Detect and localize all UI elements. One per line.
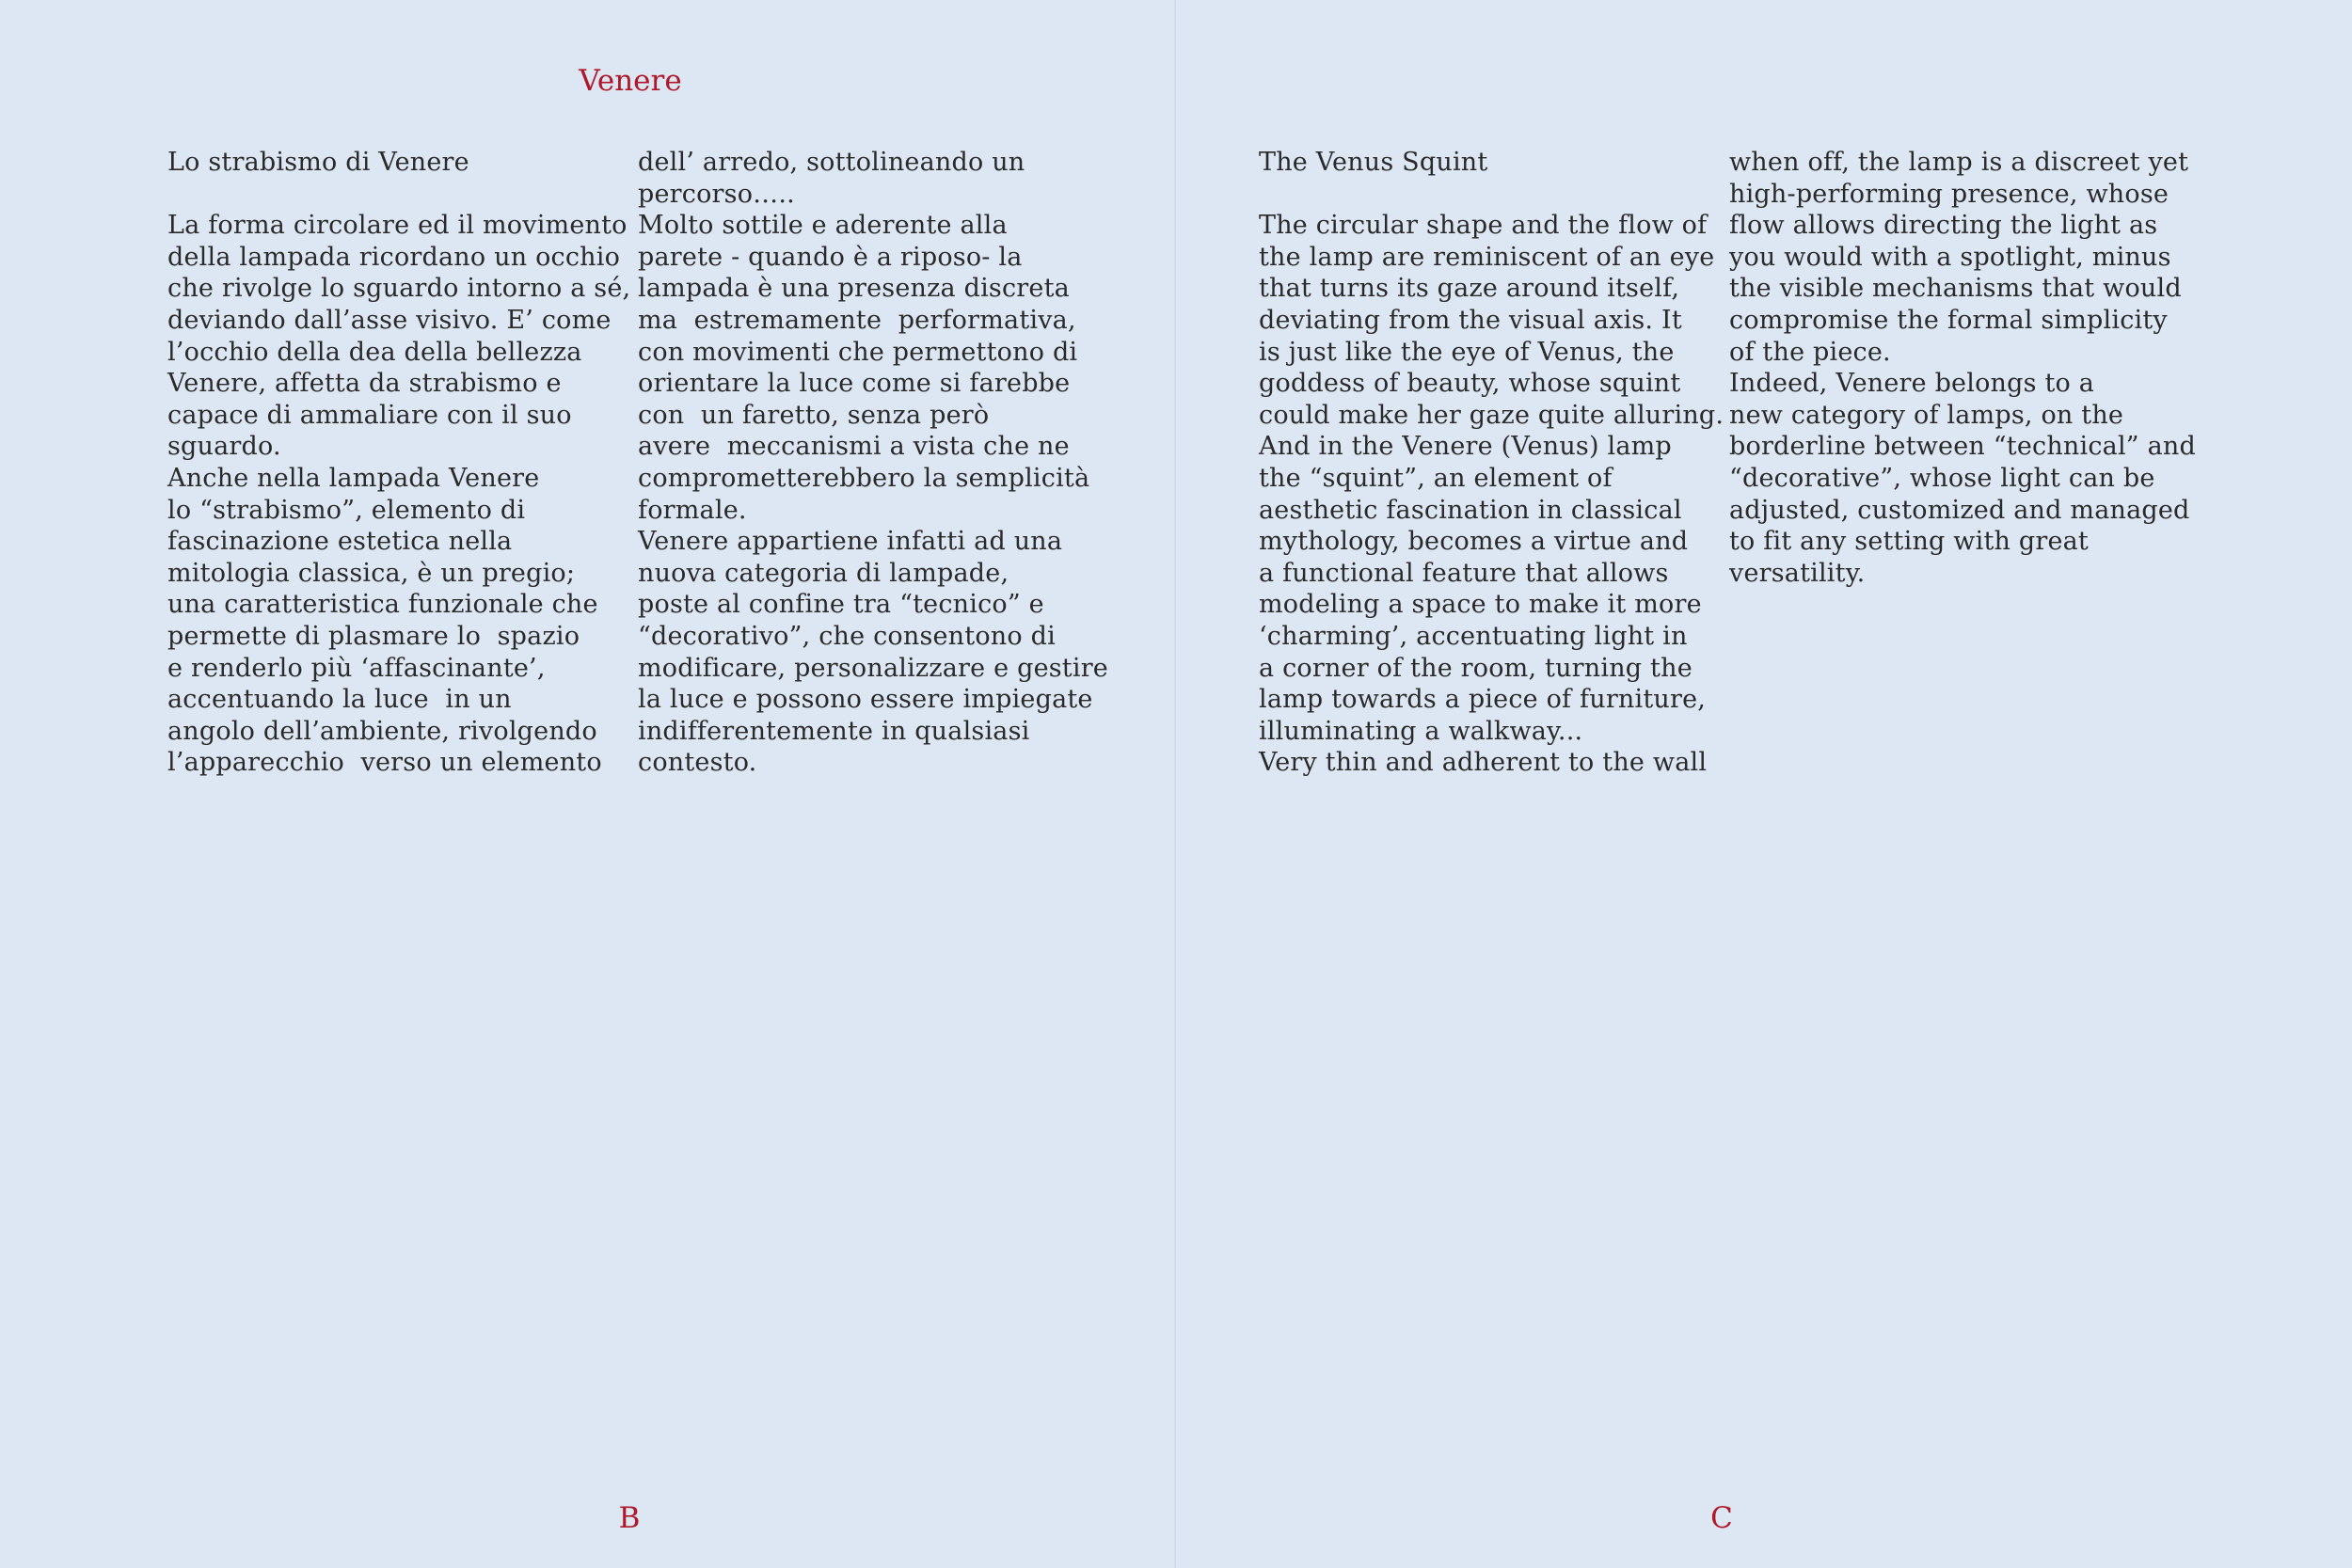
- text-line: Anche nella lampada Venere: [167, 463, 540, 493]
- text-line: goddess of beauty, whose squint: [1259, 369, 1681, 399]
- text-line: ma estremamente performativa,: [638, 305, 1076, 335]
- text-line: the lamp are reminiscent of an eye: [1259, 242, 1715, 272]
- text-line: of the piece.: [1729, 337, 1891, 367]
- text-line: the “squint”, an element of: [1259, 463, 1613, 493]
- text-line: la luce e possono essere impiegate: [638, 685, 1093, 715]
- text-line: deviating from the visual axis. It: [1259, 305, 1682, 335]
- text-line: La forma circolare ed il movimento: [167, 211, 628, 241]
- text-line: high-performing presence, whose: [1729, 179, 2169, 209]
- text-line: accentuando la luce in un: [167, 685, 512, 715]
- text-line: che rivolge lo sguardo intorno a sé,: [167, 274, 631, 304]
- text-line: dell’ arredo, sottolineando un: [638, 148, 1025, 177]
- text-line: when off, the lamp is a discreet yet: [1729, 148, 2189, 177]
- text-line: lo “strabismo”, elemento di: [167, 495, 526, 525]
- text-line: orientare la luce come si farebbe: [638, 369, 1071, 399]
- text-line: “decorative”, whose light can be: [1729, 463, 2155, 493]
- italian-column-2: [638, 147, 1108, 779]
- text-line: capace di ammaliare con il suo: [167, 400, 572, 430]
- text-line: permette di plasmare lo spazio: [167, 621, 580, 651]
- text-line: “decorativo”, che consentono di: [638, 621, 1056, 651]
- text-line: percorso…..: [638, 179, 795, 209]
- text-line: Very thin and adherent to the wall: [1259, 748, 1708, 778]
- italian-column-1: [167, 147, 631, 779]
- text-line: Venere appartiene infatti ad una: [638, 527, 1063, 557]
- text-line: flow allows directing the light as: [1729, 211, 2158, 241]
- text-line: illuminating a walkway...: [1259, 716, 1583, 746]
- text-line: adjusted, customized and managed: [1729, 495, 2190, 525]
- text-line: could make her gaze quite alluring.: [1259, 400, 1724, 430]
- text-line: l’apparecchio verso un elemento: [167, 748, 602, 778]
- text-line: Indeed, Venere belongs to a: [1729, 369, 2095, 399]
- text-line: borderline between “technical” and: [1729, 432, 2196, 462]
- text-line: avere meccanismi a vista che ne: [638, 432, 1070, 462]
- text-line: ‘charming’, accentuating light in: [1259, 621, 1688, 651]
- text-line: contesto.: [638, 748, 757, 778]
- text-line: mythology, becomes a virtue and: [1259, 527, 1689, 557]
- text-line: The Venus Squint: [1259, 148, 1488, 177]
- english-column-1: [1259, 147, 1724, 779]
- running-title: Venere: [579, 64, 682, 98]
- page-gutter: [1174, 0, 1176, 1568]
- text-line: The circular shape and the flow of: [1259, 211, 1708, 241]
- text-line: a functional feature that allows: [1259, 558, 1669, 588]
- text-line: con movimenti che permettono di: [638, 337, 1078, 367]
- text-line: you would with a spotlight, minus: [1729, 242, 2171, 272]
- text-line: deviando dall’asse visivo. E’ come: [167, 305, 612, 335]
- text-line: new category of lamps, on the: [1729, 400, 2124, 430]
- text-line: lampada è una presenza discreta: [638, 274, 1070, 304]
- text-line: a corner of the room, turning the: [1259, 653, 1692, 683]
- text-line: sguardo.: [167, 432, 281, 462]
- text-line: mitologia classica, è un pregio;: [167, 558, 576, 588]
- text-line: indifferentemente in qualsiasi: [638, 716, 1030, 746]
- page-number-left: B: [618, 1501, 641, 1535]
- text-line: Molto sottile e aderente alla: [638, 211, 1008, 241]
- text-line: Lo strabismo di Venere: [167, 148, 469, 177]
- text-line: parete - quando è a riposo- la: [638, 242, 1023, 272]
- text-line: lamp towards a piece of furniture,: [1259, 685, 1707, 715]
- text-line: con un faretto, senza però: [638, 400, 990, 430]
- text-line: modeling a space to make it more: [1259, 590, 1702, 620]
- text-line: is just like the eye of Venus, the: [1259, 337, 1675, 367]
- text-line: [167, 179, 628, 211]
- text-line: l’occhio della dea della bellezza: [167, 337, 582, 367]
- text-line: compromise the formal simplicity: [1729, 305, 2168, 335]
- text-line: And in the Venere (Venus) lamp: [1259, 432, 1672, 462]
- text-line: fascinazione estetica nella: [167, 527, 513, 557]
- text-line: to fit any setting with great: [1729, 527, 2089, 557]
- text-line: formale.: [638, 495, 747, 525]
- text-line: della lampada ricordano un occhio: [167, 242, 621, 272]
- text-line: modificare, personalizzare e gestire: [638, 653, 1108, 683]
- text-line: una caratteristica funzionale che: [167, 590, 598, 620]
- text-line: Venere, affetta da strabismo e: [167, 369, 562, 399]
- english-column-2: [1729, 147, 2196, 589]
- text-line: the visible mechanisms that would: [1729, 274, 2182, 304]
- text-line: [1259, 179, 1720, 211]
- text-line: comprometterebbero la semplicità: [638, 463, 1090, 493]
- page-number-right: C: [1710, 1501, 1733, 1535]
- text-line: that turns its gaze around itself,: [1259, 274, 1680, 304]
- text-line: angolo dell’ambiente, rivolgendo: [167, 716, 597, 746]
- text-line: e renderlo più ‘affascinante’,: [167, 653, 546, 683]
- text-line: versatility.: [1729, 558, 1866, 588]
- text-line: nuova categoria di lampade,: [638, 558, 1009, 588]
- text-line: poste al confine tra “tecnico” e: [638, 590, 1044, 620]
- text-line: aesthetic fascination in classical: [1259, 495, 1682, 525]
